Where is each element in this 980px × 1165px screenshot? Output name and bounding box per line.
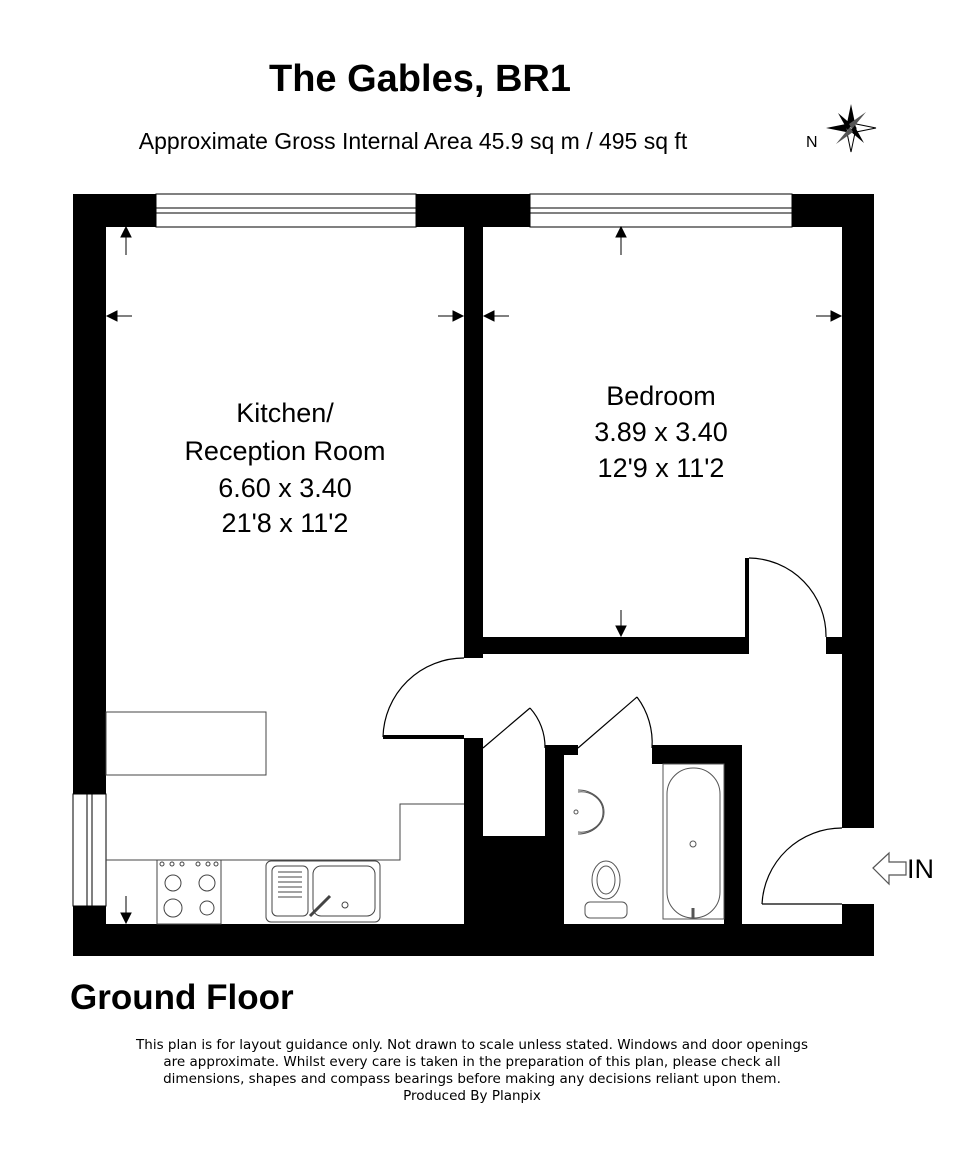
door-kitchen (383, 658, 464, 737)
window-bedroom-top (530, 194, 792, 227)
bedroom-metric: 3.89 x 3.40 (594, 417, 728, 447)
floor-label: Ground Floor (70, 978, 294, 1017)
entrance-label: IN (907, 854, 934, 884)
kitchen-reception-label (184, 398, 385, 538)
toilet-icon (585, 861, 627, 918)
plan-title: The Gables, BR1 (269, 58, 571, 100)
disclaimer-line: This plan is for layout guidance only. Not drawn to scale unless stated. Windows and door openings (136, 1037, 808, 1053)
disclaimer-line: dimensions, shapes and compass bearings before making any decisions reliant upon them. (163, 1071, 781, 1087)
hob-icon (157, 860, 221, 924)
door-cupboard (483, 708, 545, 748)
kitchen-imperial: 21'8 x 11'2 (221, 508, 349, 538)
bedroom-label (594, 381, 728, 483)
basin-icon (574, 790, 604, 834)
entrance-arrow-icon (873, 853, 906, 884)
compass-icon (806, 104, 876, 152)
kitchen-name-line1: Kitchen/ (236, 398, 334, 428)
disclaimer-line: are approximate. Whilst every care is taken in the preparation of this plan, please check all (163, 1054, 781, 1070)
producer-credit: Produced By Planpix (403, 1088, 541, 1104)
bedroom-imperial: 12'9 x 11'2 (597, 453, 725, 483)
window-kitchen-top (156, 194, 416, 227)
gross-internal-area: Approximate Gross Internal Area 45.9 sq m / 495 sq ft (138, 128, 688, 154)
compass-north-label: N (806, 134, 818, 151)
door-entrance (762, 828, 842, 904)
bedroom-name: Bedroom (606, 381, 716, 411)
door-bathroom (578, 697, 652, 748)
kitchen-island (106, 712, 266, 775)
kitchen-name-line2: Reception Room (184, 436, 386, 466)
window-kitchen-side (73, 794, 106, 906)
disclaimer (120, 1037, 824, 1105)
walls (73, 194, 874, 956)
kitchen-metric: 6.60 x 3.40 (218, 473, 352, 503)
bath-icon (663, 764, 724, 919)
door-bedroom (749, 558, 826, 637)
kitchen-sink-icon (266, 861, 380, 922)
kitchen-worktop (106, 804, 464, 860)
